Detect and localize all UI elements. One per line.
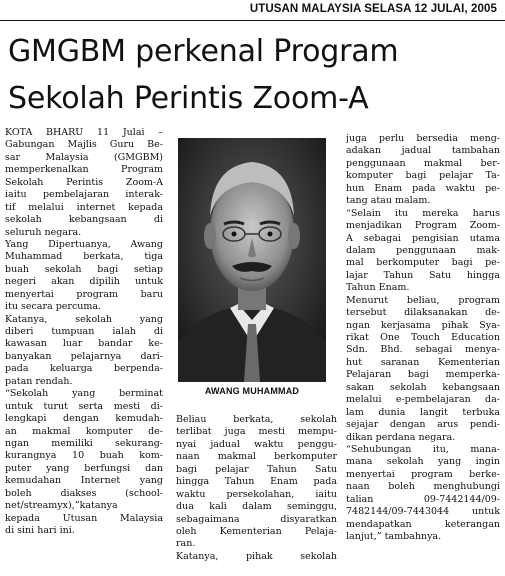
article-text-line: A sebagai pengisian utama (346, 232, 500, 244)
article-text-line: naan boleh menghubungi (346, 481, 500, 493)
article-text-line: Katanya, sekolah yang (5, 313, 163, 325)
article-text-line: melalui e-pembelajaran da- (346, 394, 500, 406)
article-text-line: dua kali dalam seminggu, (176, 501, 337, 513)
article-text-line: Katanya, pihak sekolah (176, 550, 337, 562)
article-text-line: lajar Tahun Satu hingga (346, 269, 500, 281)
article-text-line: buah sekolah bagi setiap (5, 263, 163, 275)
photo-caption: AWANG MUHAMMAD (204, 386, 300, 396)
article-text-line: banyakan pelajarnya dari- (5, 350, 163, 362)
article-text-line: mendapatkan keterangan (346, 518, 500, 530)
article-text-line: ran. (176, 538, 196, 550)
article-text-line: sakan sekolah kebangsaan (346, 381, 500, 393)
article-text-line: kurangnya 10 buah kom- (5, 450, 163, 462)
article-text-line: kawasan luar bandar ke- (5, 338, 163, 350)
article-text-line: hun Enam pada waktu pe- (346, 182, 500, 194)
article-text-line: seluruh negara. (5, 226, 82, 238)
article-text-line: Muhammad berkata, tiga (5, 251, 163, 263)
article-text-line: sar Malaysia (GMGBM) (5, 151, 163, 163)
article-text-line: terlibat juga mesti mempu- (176, 426, 337, 438)
article-text-line: tersebut dilaksanakan de- (346, 307, 500, 319)
article-text-line: komputer bagi pelajar Ta- (346, 170, 500, 182)
article-text-line: nyai jadual waktu penggu- (176, 438, 337, 450)
article-text-line: Tahun Enam. (346, 282, 410, 294)
article-text-line: diberi tumpuan ialah di (5, 326, 163, 337)
article-text-line: naan makmal berkomputer (176, 451, 337, 463)
masthead (0, 0, 505, 21)
article-text-line: puter yang berfungsi dan (5, 462, 163, 474)
article-text-line: memperkenalkan Program (5, 164, 163, 176)
article-text-line: an makmal komputer de- (5, 425, 163, 437)
article-text-line: menyertai program baru (5, 288, 163, 300)
article-text-line: pada keluarga berpenda- (5, 363, 163, 375)
article-text-line: Beliau berkata, sekolah (176, 414, 337, 425)
article-text-line: waktu persekolahan, iaitu (176, 488, 337, 500)
article-text-line: tif melalui internet kepada (5, 201, 163, 213)
article-text-line: boleh diakses (school- (5, 487, 163, 499)
article-text-line: KOTA BHARU 11 Julai – (5, 127, 163, 138)
article-text-line: kepada Utusan Malaysia (5, 512, 163, 524)
article-text-line: lanjut,” tambahnya. (346, 531, 442, 542)
headline (8, 28, 498, 122)
article-text-line: bagi pelajar Tahun Satu (176, 463, 337, 475)
article-text-line: tang atau malam. (346, 195, 431, 207)
article-text-line: Menurut beliau, program (346, 294, 500, 306)
article-text-line: itu secara percuma. (5, 301, 102, 313)
article-text-line: dalam penggunaan mak- (346, 244, 500, 256)
article-text-line: “Selain itu mereka harus (346, 207, 500, 219)
portrait-illustration (178, 138, 326, 382)
portrait-photo (178, 138, 326, 382)
article-text-line: kemudahan Internet yang (5, 475, 163, 487)
article-text-line: Sdn. Bhd. sebagai menya- (346, 344, 500, 356)
article-text-line: lengkapi dengan kemudah- (5, 413, 163, 425)
article-text-line: Pelajaran bagi memperka- (346, 369, 500, 381)
article-text-line: menjadikan Program Zoom- (346, 220, 500, 232)
article-text-line: dikan perdana negara. (346, 431, 456, 443)
article-text-line: menyertai program berke- (346, 468, 500, 480)
article-text-line: hut saranan Kementerian (346, 356, 500, 368)
article-column-2 (176, 414, 337, 563)
article-text-line: untuk turut serta mesti di- (5, 400, 163, 412)
article-text-line: talian 09-7442144/09- (346, 493, 500, 505)
article-text-line: ngan kerjasama pihak Sya- (346, 319, 500, 331)
article-text-line: mana sekolah yang ingin (346, 456, 500, 468)
article-text-line: sebagaimana disyaratkan (176, 513, 337, 525)
article-text-line: sekolah kebangsaan di (5, 214, 163, 226)
article-text-line: hingga Tahun Enam pada (176, 476, 337, 488)
article-text-line: Gabungan Majlis Guru Be- (5, 139, 163, 151)
article-text-line: adakan jadual tambahan (346, 145, 500, 157)
article-text-line: patan rendah. (5, 375, 73, 387)
masthead-text: UTUSAN MALAYSIA SELASA 12 JULAI, 2005 (249, 3, 497, 15)
article-text-line: rikat One Touch Education (346, 332, 500, 343)
article-column-1 (5, 127, 163, 537)
article-text-line: net/streamyx),”katanya (5, 500, 118, 512)
article-text-line: penggunaan makmal ber- (346, 157, 500, 169)
article-text-line: negeri akan dipilih untuk (5, 276, 163, 288)
article-text-line: ngan memiliki sekurang- (5, 437, 163, 449)
headline-line-2: Sekolah Perintis Zoom-A (8, 81, 369, 116)
article-text-line: Yang Dipertuanya, Awang (5, 238, 163, 250)
article-text-line: juga perlu bersedia meng- (346, 133, 500, 144)
article-text-line: lam dunia langit terbuka (346, 406, 500, 418)
article-text-line: di sini hari ini. (5, 525, 75, 536)
article-text-line: Sekolah Perintis Zoom-A (5, 176, 163, 188)
article-text-line: oleh Kementerian Pelaja- (176, 525, 337, 537)
article-text-line: iaitu pembelajaran interak- (5, 189, 163, 201)
article-text-line: “Sekolah yang berminat (5, 388, 163, 400)
article-text-line: “Sehubungan itu, mana- (346, 443, 500, 455)
article-text-line: 7482144/09-7443044 untuk (346, 506, 500, 518)
article-column-3 (346, 133, 500, 543)
article-text-line: sejajar dengan arus pendi- (346, 419, 500, 431)
article-text-line: mal berkomputer bagi pe- (346, 257, 500, 269)
headline-line-1: GMGBM perkenal Program (8, 34, 399, 69)
